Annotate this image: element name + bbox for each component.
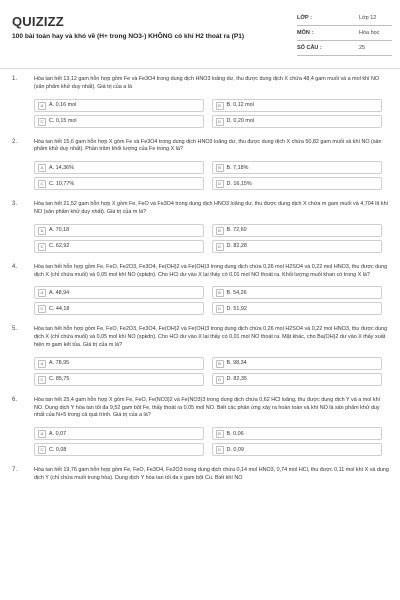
question-text: Hòa tan hết 19,76 gam hỗn hợp gồm Fe, FeO, Fe3O4, Fe2O3 trong dung dịch chứa 0,14 mol HNO3, 0,74 mol HCl, thu được 0,11 mol khí X và dung dịch Y (chỉ chứa muối trung hòa). Dung dịch Y hòa tan tối đa x gam bột Cu. Biết khí NO (34, 467, 389, 481)
answer-option-box[interactable] (212, 224, 382, 237)
answer-options (34, 160, 389, 189)
option-letter-badge: D (216, 180, 224, 188)
answer-option-text: A. 0,16 mol (49, 102, 77, 109)
answer-option[interactable] (34, 160, 212, 173)
answer-option-text: D. 16,15% (226, 180, 252, 187)
header-divider (0, 68, 400, 69)
answer-option-text: C. 85,75 (49, 376, 70, 383)
answer-option[interactable] (212, 442, 390, 455)
answer-option[interactable] (212, 301, 390, 314)
answer-option-text: A. 78,95 (49, 360, 70, 367)
answer-option[interactable] (34, 239, 212, 252)
question-text: Hòa tan hết hỗn hợp gồm Fe, FeO, Fe2O3, Fe3O4, Fe(OH)2 và Fe(OH)3 trong dung dịch chứa 0,26 mol H2SO4 và 0,22 mol HNO3, thu được dung dịch X (chỉ chứa muối) và 0,05 mol khí NO (spkdn). Cho HCl dư vào X lại thấy có 0,01 mol NO thoát ra. Mặt khác, cho Ba(OH)2 dư vào X thấy xuất hiện m gam kết tủa. Giá trị của m là? (34, 326, 388, 348)
answer-option[interactable] (212, 426, 390, 439)
answer-option[interactable] (34, 372, 212, 385)
answer-option[interactable] (34, 301, 212, 314)
meta-value: 25 (359, 45, 366, 51)
question-item (0, 262, 400, 315)
answer-option-text: A. 0,07 (49, 430, 67, 437)
question-text: Hòa tan hết hỗn hợp gồm Fe, FeO, Fe2O3, Fe3O4, Fe(OH)2 và Fe(OH)3 trong dung dịch chứa 0,26 mol H2SO4 và 0,22 mol HNO3, thu được dung dịch X (chỉ chứa muối) và 0,05 mol khí NO (spkdn). Cho HCl dư vào X lại thấy có 0,01 mol NO thoát ra. Khối lượng muối khan có trong X là? (34, 263, 388, 278)
answer-options (34, 223, 389, 252)
answer-option-text: B. 0,06 (226, 430, 244, 437)
option-letter-badge: B (216, 289, 224, 297)
answer-option-box[interactable] (212, 161, 382, 174)
option-letter-badge: D (216, 243, 224, 251)
answer-option-box[interactable] (212, 427, 382, 440)
question-text: Hòa tan hết 15,6 gam hỗn hợp X gồm Fe và Fe3O4 trong dung dịch HNO3 loãng dư, thu được dung dịch X chứa 50,82 gam muối và khí NO (sản phẩm khử duy nhất). Phần trăm khối lượng của Fe trong X là? (34, 138, 382, 153)
answer-option-box[interactable] (34, 427, 204, 440)
option-letter-badge: D (216, 118, 224, 126)
answer-option-box[interactable] (34, 177, 204, 190)
answer-option-text: C. 0,15 mol (49, 118, 77, 125)
answer-option-box[interactable] (34, 443, 204, 456)
answer-option-text: B. 54,26 (226, 289, 247, 296)
question-number: 7. (12, 467, 18, 474)
meta-label: SỐ CÂU : (297, 45, 322, 51)
answer-option-text: A. 14,36% (49, 164, 74, 171)
answer-option-text: C. 10,77% (49, 180, 75, 187)
option-letter-badge: B (216, 164, 224, 172)
answer-option-text: D. 51,92 (226, 305, 247, 312)
answer-option-text: D. 0,09 (226, 446, 244, 453)
answer-option-box[interactable] (34, 373, 204, 386)
answer-option-text: B. 98,34 (226, 360, 247, 367)
option-letter-badge: C (38, 305, 46, 313)
question-item (0, 465, 400, 483)
option-letter-badge: C (38, 376, 46, 384)
answer-option-text: C. 62,92 (49, 243, 70, 250)
answer-option[interactable] (34, 176, 212, 189)
meta-underline (297, 40, 392, 41)
meta-panel (297, 12, 392, 57)
option-letter-badge: A (38, 289, 46, 297)
answer-option-text: A. 70,18 (49, 227, 70, 234)
answer-option-box[interactable] (212, 443, 382, 456)
answer-option[interactable] (212, 372, 390, 385)
answer-option-text: C. 0,08 (49, 446, 67, 453)
answer-option-box[interactable] (34, 357, 204, 370)
question-number: 4. (12, 263, 18, 270)
answer-option-box[interactable] (34, 302, 204, 315)
option-letter-badge: D (216, 305, 224, 313)
question-text: Hòa tan hết 13,12 gam hỗn hợp gồm Fe và Fe3O4 trong dung dịch HNO3 loãng dư, thu được dung dịch X chứa 48,4 gam muối và a mol khí NO (sản phẩm khử duy nhất). Giá trị của a là (34, 76, 380, 90)
option-letter-badge: D (216, 376, 224, 384)
question-list (0, 74, 400, 493)
meta-row-count (297, 42, 392, 57)
option-letter-badge: D (216, 446, 224, 454)
option-letter-badge: B (216, 430, 224, 438)
answer-option[interactable] (34, 285, 212, 298)
question-number: 5. (12, 326, 18, 333)
option-letter-badge: C (38, 118, 46, 126)
question-number: 2. (12, 138, 18, 145)
answer-option[interactable] (34, 442, 212, 455)
answer-option-box[interactable] (212, 302, 382, 315)
answer-option[interactable] (34, 426, 212, 439)
question-number: 3. (12, 201, 18, 208)
page-title: 100 bài toán hay và khó về (H+ trong NO3-) KHÔNG có khí H2 thoát ra (P1) (12, 33, 245, 40)
question-item (0, 74, 400, 127)
answer-option-box[interactable] (212, 99, 382, 112)
answer-option-text: B. 7,18% (226, 164, 249, 171)
answer-option[interactable] (212, 223, 390, 236)
quizizz-logo: QUIZIZZ (12, 14, 64, 29)
meta-underline (297, 25, 392, 26)
option-letter-badge: C (38, 243, 46, 251)
meta-value: Hóa học (359, 30, 380, 36)
option-letter-badge: A (38, 430, 46, 438)
question-number: 1. (12, 76, 18, 82)
question-text: Hòa tan hết 25,4 gam hỗn hợp X gồm Fe, FeO, Fe(NO3)2 và Fe(NO3)3 trong dung dịch chứa 0,62 HCl loãng, thu được dung dịch Y và a mol khí NO. Dung dịch Y hòa tan tối đa 9,52 gam bột Fe, thấy thoát ra 0,05 mol NO. Biết các phản ứng xảy ra hoàn toàn và khí NO là sản phẩm khử duy nhất của N+5 trong cả quá trình. Giá trị của a là? (34, 396, 381, 419)
answer-option-box[interactable] (34, 286, 204, 299)
answer-option[interactable] (212, 285, 390, 298)
question-item (0, 395, 400, 455)
header (0, 0, 400, 62)
answer-option[interactable] (34, 98, 212, 111)
answer-option[interactable] (212, 160, 390, 173)
answer-option-box[interactable] (34, 115, 204, 128)
answer-options (34, 98, 389, 127)
answer-option-text: D. 82,35 (226, 376, 247, 383)
answer-options (34, 426, 389, 455)
answer-option-box[interactable] (212, 286, 382, 299)
option-letter-badge: A (38, 102, 46, 110)
answer-option[interactable] (34, 223, 212, 236)
answer-option[interactable] (34, 114, 212, 127)
option-letter-badge: A (38, 227, 46, 235)
answer-option-box[interactable] (212, 115, 382, 128)
option-letter-badge: A (38, 164, 46, 172)
answer-option-text: B. 72,60 (226, 227, 247, 234)
answer-option-box[interactable] (212, 177, 382, 190)
meta-underline (297, 55, 392, 56)
answer-option-text: A. 48,94 (49, 289, 70, 296)
meta-value: Lớp 12 (359, 15, 377, 21)
answer-option-text: D. 82,28 (226, 243, 247, 250)
meta-row-class (297, 12, 392, 27)
meta-row-subject (297, 27, 392, 42)
answer-option[interactable] (212, 239, 390, 252)
answer-option[interactable] (212, 176, 390, 189)
option-letter-badge: B (216, 227, 224, 235)
meta-label: LỚP : (297, 15, 312, 21)
answer-option-box[interactable] (34, 240, 204, 253)
option-letter-badge: B (216, 102, 224, 110)
answer-option-box[interactable] (212, 240, 382, 253)
answer-option-text: C. 44,18 (49, 305, 70, 312)
answer-option[interactable] (212, 356, 390, 369)
option-letter-badge: C (38, 446, 46, 454)
meta-label: MÔN : (297, 30, 314, 36)
answer-options (34, 356, 389, 385)
question-item (0, 137, 400, 190)
answer-option-box[interactable] (34, 161, 204, 174)
question-text: Hòa tan hết 21,52 gam hỗn hợp X gồm Fe, FeO và Fe3O4 trong dung dịch HNO3 loãng dư, thu được dung dịch X chứa m gam muối và 4,704 lít khí NO (sản phẩm khử duy nhất). Giá trị của m là? (34, 201, 389, 215)
answer-option-box[interactable] (212, 357, 382, 370)
answer-option[interactable] (212, 98, 390, 111)
option-letter-badge: C (38, 180, 46, 188)
question-item (0, 199, 400, 252)
option-letter-badge: A (38, 360, 46, 368)
answer-option[interactable] (34, 356, 212, 369)
answer-option-text: D. 0,20 mol (226, 118, 255, 125)
answer-option-box[interactable] (212, 373, 382, 386)
option-letter-badge: B (216, 360, 224, 368)
answer-option[interactable] (212, 114, 390, 127)
question-item (0, 324, 400, 384)
answer-option-text: B. 0,12 mol (226, 102, 254, 109)
answer-option-box[interactable] (34, 224, 204, 237)
question-number: 6. (12, 396, 18, 403)
answer-options (34, 285, 389, 314)
answer-option-box[interactable] (34, 99, 204, 112)
